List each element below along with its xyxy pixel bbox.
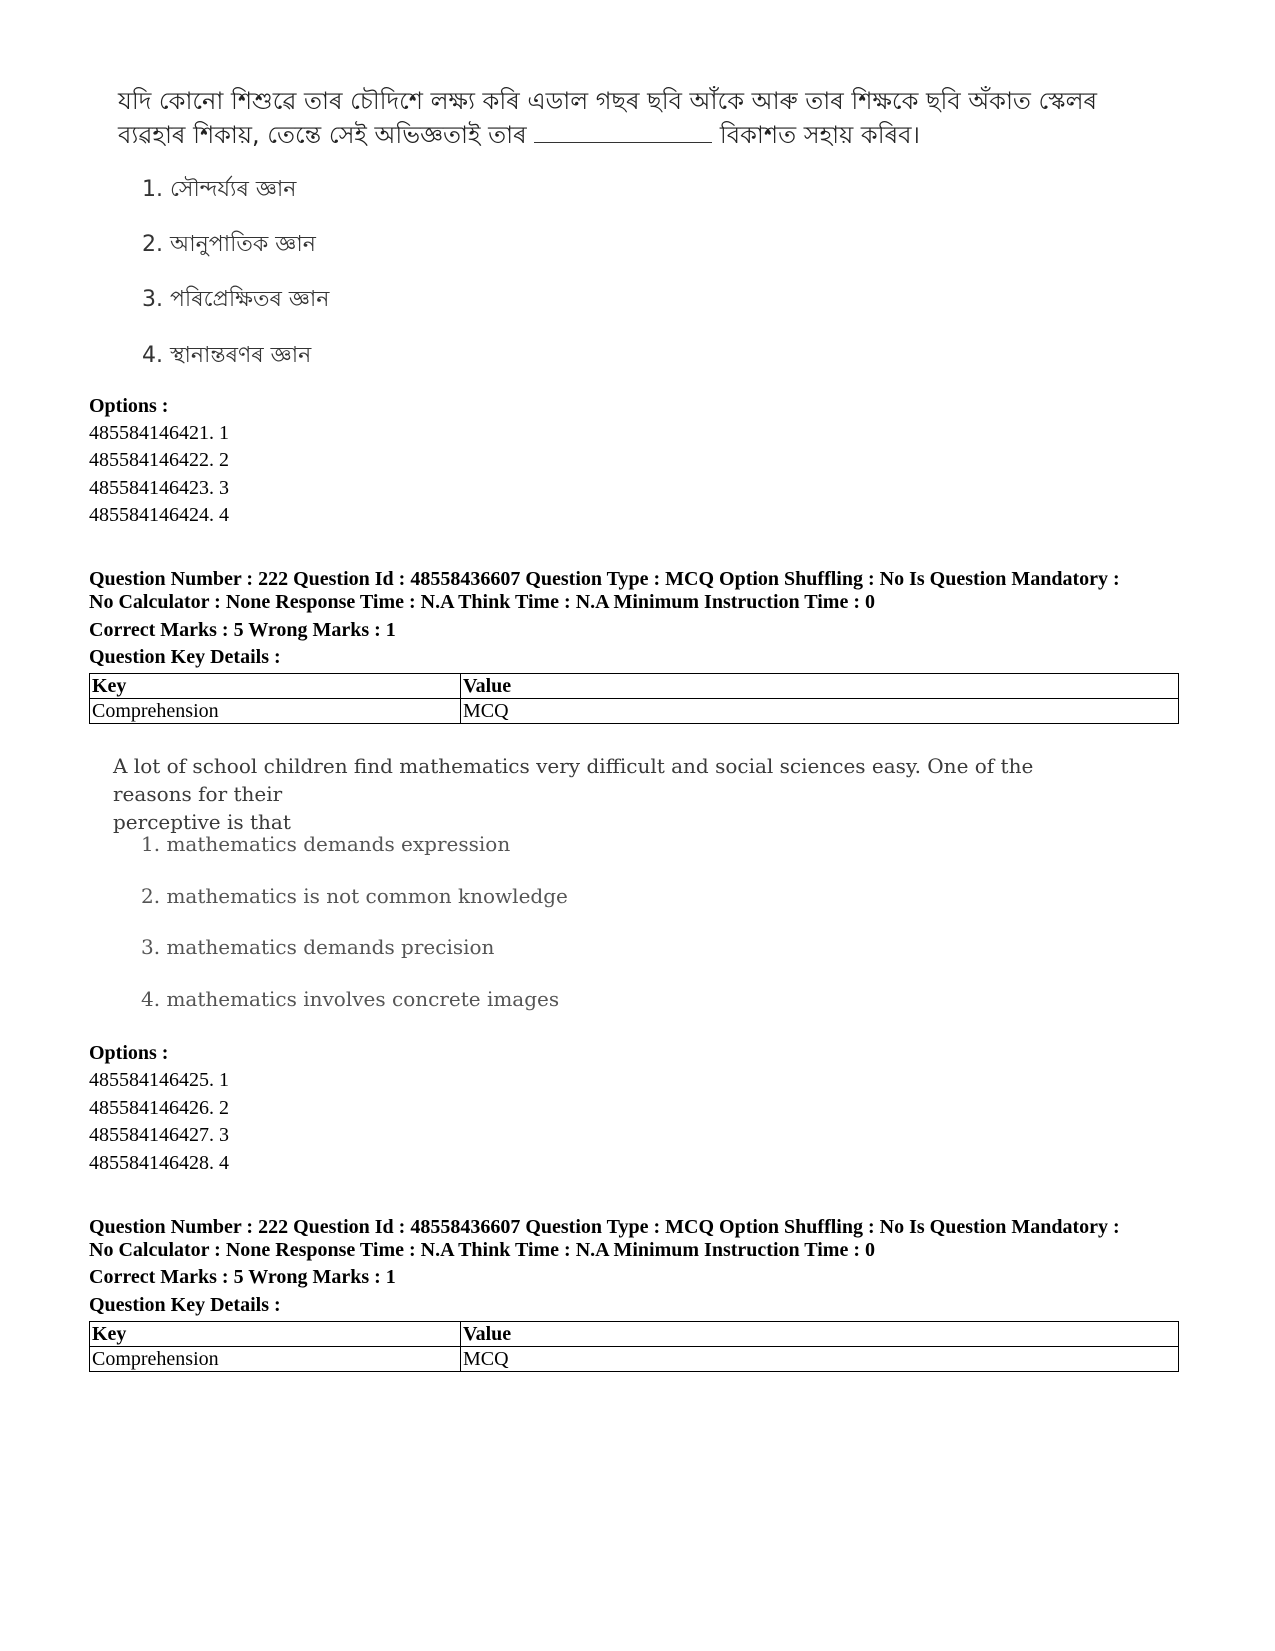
choice-item: 1. সৌন্দৰ্য্যৰ জ্ঞান	[142, 177, 297, 202]
option-item: 485584146427. 3	[89, 1124, 229, 1146]
fill-in-blank	[534, 120, 712, 143]
table-cell-key: Comprehension	[90, 699, 461, 724]
table-header-value: Value	[461, 1322, 1179, 1347]
key-details-heading: Question Key Details :	[89, 1294, 281, 1316]
marks-line: Correct Marks : 5 Wrong Marks : 1	[89, 1266, 396, 1288]
table-header-value: Value	[461, 674, 1179, 699]
table-row	[90, 699, 1179, 724]
question-stem-line-2-end: বিকাশত সহায় কৰিব।	[719, 121, 921, 149]
question-stem-line-1: যদি কোনো শিশুৱে তাৰ চৌদিশে লক্ষ্য কৰি এডাল গছৰ ছবি আঁকে আৰু তাৰ শিক্ষকে ছবি অঁকাত স্কেলৰ	[118, 87, 1097, 115]
choice-item: 3. পৰিপ্ৰেক্ষিতৰ জ্ঞান	[142, 287, 330, 312]
option-item: 485584146425. 1	[89, 1069, 229, 1091]
option-item: 485584146421. 1	[89, 422, 229, 444]
marks-line: Correct Marks : 5 Wrong Marks : 1	[89, 619, 396, 641]
question-meta-line-2: No Calculator : None Response Time : N.A Think Time : N.A Minimum Instruction Time : 0	[89, 591, 875, 613]
choice-item: 2. mathematics is not common knowledge	[141, 884, 568, 908]
table-header-key: Key	[90, 1322, 461, 1347]
choice-item: 2. আনুপাতিক জ্ঞান	[142, 232, 316, 257]
question-stem-line-1: A lot of school children find mathematics very difficult and social sciences easy. One of the reasons for their	[113, 754, 1034, 806]
table-header-key: Key	[90, 674, 461, 699]
table-row	[90, 1347, 1179, 1372]
question-meta-line-1: Question Number : 222 Question Id : 48558436607 Question Type : MCQ Option Shuffling : No Is Question Mandatory :	[89, 1216, 1120, 1238]
table-header-row	[90, 1322, 1179, 1347]
choice-item: 4. mathematics involves concrete images	[141, 987, 560, 1011]
question-stem-line-2	[118, 118, 1158, 152]
option-item: 485584146428. 4	[89, 1152, 229, 1174]
key-details-table	[89, 673, 1179, 724]
question-meta-line-1: Question Number : 222 Question Id : 48558436607 Question Type : MCQ Option Shuffling : No Is Question Mandatory :	[89, 568, 1120, 590]
table-cell-value: MCQ	[461, 1347, 1179, 1372]
choice-item: 1. mathematics demands expression	[141, 832, 511, 856]
option-item: 485584146422. 2	[89, 449, 229, 471]
table-cell-value: MCQ	[461, 699, 1179, 724]
question-stem-line-2-start: ব্যৱহাৰ শিকায়, তেন্তে সেই অভিজ্ঞতাই তাৰ	[118, 121, 527, 149]
table-cell-key: Comprehension	[90, 1347, 461, 1372]
option-item: 485584146424. 4	[89, 504, 229, 526]
choice-item: 4. স্থানান্তৰণৰ জ্ঞান	[142, 343, 312, 368]
key-details-heading: Question Key Details :	[89, 646, 281, 668]
choice-item: 3. mathematics demands precision	[141, 935, 495, 959]
key-details-table	[89, 1321, 1179, 1372]
option-item: 485584146423. 3	[89, 477, 229, 499]
option-item: 485584146426. 2	[89, 1097, 229, 1119]
table-header-row	[90, 674, 1179, 699]
options-heading: Options :	[89, 1042, 169, 1064]
question-meta-line-2: No Calculator : None Response Time : N.A Think Time : N.A Minimum Instruction Time : 0	[89, 1239, 875, 1261]
question-image-english	[113, 752, 1113, 1022]
options-heading: Options :	[89, 395, 169, 417]
question-stem-line-2: perceptive is that	[113, 810, 291, 834]
question-image-assamese	[118, 84, 1158, 384]
